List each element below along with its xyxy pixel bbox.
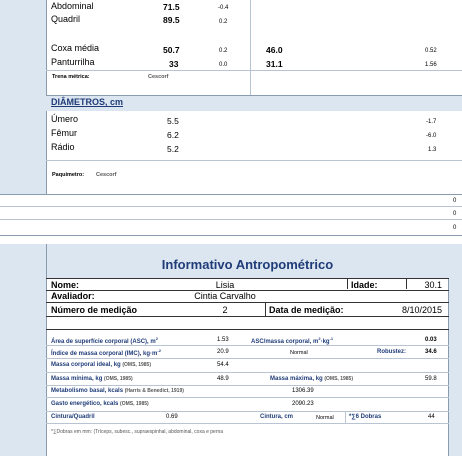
measure-value-2: 46.0: [266, 45, 283, 55]
measure-value: 89.5: [163, 15, 180, 25]
data-value: 8/10/2015: [401, 305, 442, 315]
measure-label: Panturrilha: [51, 57, 95, 67]
measure-delta: 0.0: [219, 62, 228, 68]
row-line: [46, 397, 449, 398]
robustez-value: 34.6: [425, 349, 437, 355]
row-line: [46, 70, 462, 71]
zero-value: 0: [453, 211, 457, 217]
trena-value: Cescorf: [148, 74, 169, 80]
left-margin-panel-top: [0, 0, 46, 194]
asc-massa-value: 0.03: [425, 337, 437, 343]
measure-value: 50.7: [163, 45, 180, 55]
column-divider: [250, 0, 251, 95]
diametro-label: Úmero: [51, 114, 79, 124]
diametro-delta: -6.0: [426, 133, 437, 139]
asc-massa-label: ASC/massa corporal, $m^2\cdot kg^{-1}$: [251, 336, 334, 345]
row-line: [46, 160, 462, 161]
cq-value: 0.69: [166, 414, 178, 420]
row-line: [46, 329, 449, 330]
row-line: [46, 423, 449, 424]
cell-divider: [265, 302, 266, 316]
diametro-value: 5.2: [167, 144, 179, 154]
measure-value: 33: [169, 59, 179, 69]
strip-line: [0, 219, 462, 220]
gasto-label: Gasto energético, kcals (OMS, 1985): [51, 401, 149, 407]
imc-class: Normal: [290, 350, 308, 356]
dobras-value: 44: [428, 414, 435, 420]
diametro-delta: 1.3: [428, 147, 437, 153]
imc-label: Índice de massa corporal (IMC), $kg\cdot m^{-2}$: [51, 348, 161, 357]
asc-label: Área de superfície corporal (ASC), $m^2$: [51, 336, 158, 345]
cq-label: Cintura/Quadril: [51, 414, 95, 420]
mmin-value: 48.9: [217, 376, 229, 382]
measure-delta-2: 0.52: [425, 48, 437, 54]
mmin-label: Massa mínima, kg (OMS, 1985): [51, 376, 133, 382]
measure-delta: 0.2: [219, 48, 228, 54]
left-margin-panel-bottom: [0, 244, 46, 456]
diametros-title: DIÂMETROS, cm: [51, 97, 124, 107]
cintura-label: Cintura, cm: [260, 414, 294, 420]
strip-line: [0, 235, 462, 236]
robustez-label: Robustez:: [377, 349, 406, 355]
asc-value: 1.53: [217, 337, 229, 343]
info-right-strip: [449, 278, 462, 456]
diametro-delta: -1.7: [426, 119, 437, 125]
diametro-value: 6.2: [167, 130, 179, 140]
row-line: [46, 302, 449, 303]
paquimetro-label: Paquímetro:: [52, 172, 85, 178]
measure-delta-2: 1.56: [425, 62, 437, 68]
medicao-label: Número de medição: [51, 305, 138, 315]
measure-label: Quadril: [51, 14, 81, 24]
idade-label: Idade:: [351, 280, 378, 290]
metab-value: 1306.39: [292, 388, 314, 394]
row-line: [46, 358, 449, 359]
mci-label: Massa corporal ideal, kg (OMS, 1985): [51, 362, 151, 368]
diametro-label: Fêmur: [51, 128, 78, 138]
row-line: [46, 411, 449, 412]
metab-label: Metabolismo basal, kcals (Harris & Benedict, 1919): [51, 388, 184, 394]
zero-value: 0: [453, 225, 457, 231]
cell-divider: [345, 411, 346, 423]
measure-value-2: 31.1: [266, 59, 283, 69]
idade-value: 30.1: [424, 280, 442, 290]
info-title: Informativo Antropométrico: [161, 257, 334, 272]
paquimetro-value: Cescorf: [96, 172, 117, 178]
diametro-label: Rádio: [51, 142, 75, 152]
measure-delta: 0.2: [219, 19, 228, 25]
mci-value: 54.4: [217, 362, 229, 368]
strip-line: [0, 206, 462, 207]
measure-label: Abdominal: [51, 1, 94, 11]
footnote: *∑Dobras em mm: (Tríceps, subesc., supraespinhal, abdominal, coxa e perna: [51, 429, 224, 435]
row-line: [46, 278, 449, 279]
gasto-value: 2090.23: [292, 401, 314, 407]
avaliador-label: Avaliador:: [51, 291, 95, 301]
trena-label: Trena métrica:: [52, 74, 90, 80]
avaliador-value: Cintia Carvalho: [194, 291, 256, 301]
measure-value: 71.5: [163, 2, 180, 12]
measure-label: Coxa média: [51, 43, 100, 53]
dobras-label: *∑6 Dobras: [349, 414, 382, 420]
imc-value: 20.9: [217, 349, 229, 355]
medicao-value: 2: [222, 305, 228, 315]
nome-label: Nome:: [51, 280, 80, 290]
row-line: [46, 316, 449, 317]
cell-divider: [347, 278, 348, 289]
row-line: [46, 385, 449, 386]
mmax-value: 59.8: [425, 376, 437, 382]
diametro-value: 5.5: [167, 116, 179, 126]
nome-value: Lisia: [215, 280, 235, 290]
cintura-class: Normal: [316, 415, 334, 421]
zero-value: 0: [453, 198, 457, 204]
measure-delta: -0.4: [218, 5, 229, 11]
mmax-label: Massa máxima, kg (OMS, 1985): [270, 376, 353, 382]
row-line: [46, 372, 449, 373]
row-line: [46, 345, 449, 346]
strip-line: [0, 194, 462, 195]
data-label: Data de medição:: [269, 305, 344, 315]
